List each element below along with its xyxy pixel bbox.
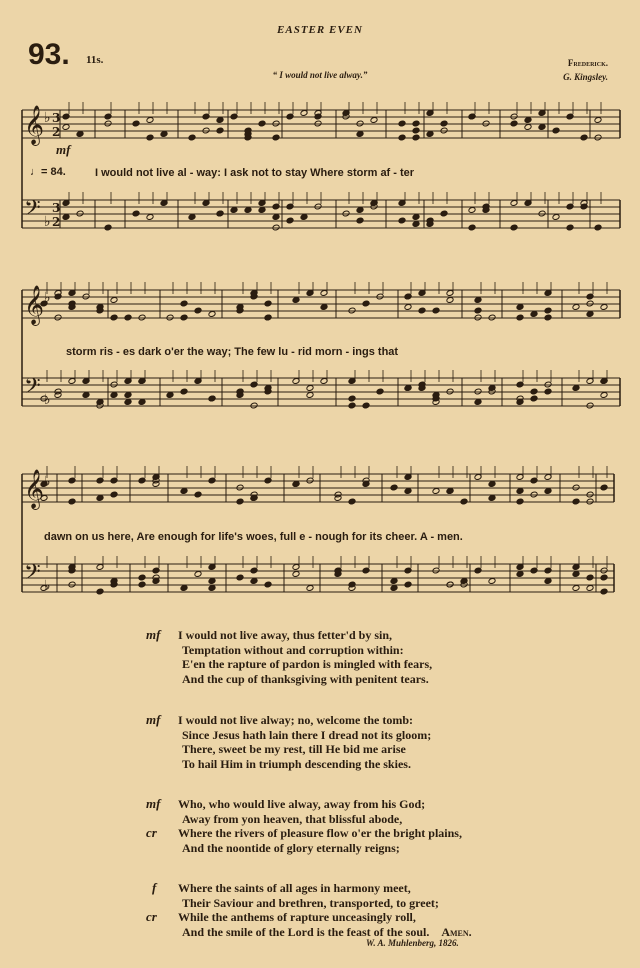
- author-credit: W. A. Muhlenberg, 1826.: [366, 938, 459, 948]
- treble-clef-icon: 𝄞: [24, 105, 45, 145]
- metronome-mark: ♩= 84.: [30, 166, 66, 178]
- stanza-line: E'en the rapture of pardon is mingled with fears,: [182, 657, 433, 671]
- treble-clef-icon: 𝄞: [24, 285, 45, 325]
- stanza-line: Who, who would live alway, away from his God;: [178, 797, 426, 811]
- stanza-3: [146, 712, 432, 771]
- amen-label: Amen.: [441, 924, 472, 939]
- svg-text:♭: ♭: [44, 392, 51, 408]
- stanza-line: Where the saints of all ages in harmony meet,: [178, 881, 411, 895]
- svg-text:2: 2: [52, 125, 61, 139]
- tune-name: Frederick.: [567, 58, 608, 68]
- svg-text:♭: ♭: [44, 214, 51, 230]
- stanza-line: And the cup of thanksgiving with penitent tears.: [182, 671, 429, 686]
- hymn-quote: “ I would not live alway.”: [272, 70, 368, 80]
- lyrics-line-1: I would not live al - way: I ask not to stay Where storm af - ter: [95, 167, 415, 179]
- stanza-line: Away from yon heaven, that blissful abode,: [182, 811, 403, 826]
- svg-text:♭: ♭: [44, 290, 51, 306]
- svg-text:♭: ♭: [44, 578, 51, 594]
- stanza-mark: mf: [146, 796, 161, 811]
- stanza-mark: mf: [146, 627, 161, 642]
- stanza-mark: f: [152, 880, 157, 895]
- bass-clef-icon: 𝄢: [24, 560, 41, 590]
- stanza-line: While the anthems of rapture unceasingly roll,: [178, 910, 416, 924]
- dynamic-mark: mf: [56, 142, 71, 157]
- composer: G. Kingsley.: [563, 72, 608, 82]
- stanza-4: [146, 796, 462, 855]
- meter: 11s.: [86, 54, 104, 66]
- svg-text:3: 3: [52, 201, 61, 215]
- stanza-line: Their Saviour and brethren, transported, to greet;: [182, 895, 439, 910]
- stanza-line: Since Jesus hath lain there I dread not its gloom;: [182, 727, 432, 742]
- treble-clef-icon: 𝄞: [24, 469, 45, 509]
- stanza-line: There, sweet be my rest, till He bid me arise: [182, 742, 406, 756]
- stanza-mark: cr: [146, 909, 157, 924]
- bass-clef-icon: 𝄢: [24, 374, 41, 404]
- svg-text:2: 2: [52, 215, 61, 229]
- bass-clef-icon: 𝄢: [24, 196, 41, 226]
- stanza-mark: cr: [146, 825, 157, 840]
- stanza-line: I would not live away, thus fetter'd by sin,: [178, 628, 393, 642]
- lyrics-line-2: storm ris - es dark o'er the way; The few lu - rid morn - ings that: [66, 346, 399, 358]
- svg-text:♭: ♭: [44, 474, 51, 490]
- stanza-line: And the noontide of glory eternally reigns;: [182, 840, 400, 855]
- hymn-number: 93.: [28, 38, 70, 71]
- section-title: EASTER EVEN: [277, 24, 363, 36]
- stanza-2: [146, 627, 433, 686]
- stanza-line: I would not live alway; no, welcome the tomb:: [178, 713, 413, 727]
- stanza-5: [146, 880, 472, 939]
- svg-text:3: 3: [52, 111, 61, 125]
- quarter-note-icon: ♩: [30, 166, 41, 178]
- stanza-line: To hail Him in triumph descending the skies.: [182, 756, 411, 771]
- svg-text:♭: ♭: [44, 110, 51, 126]
- stanza-line: Temptation without and corruption within:: [182, 642, 404, 657]
- stanza-line: Where the rivers of pleasure flow o'er the bright plains,: [178, 826, 462, 840]
- stanza-mark: mf: [146, 712, 161, 727]
- lyrics-line-3: dawn on us here, Are enough for life's woes, full e - nough for its cheer. A - men.: [44, 531, 463, 543]
- stanza-line: And the smile of the Lord is the feast of the soul. Amen.: [182, 924, 472, 939]
